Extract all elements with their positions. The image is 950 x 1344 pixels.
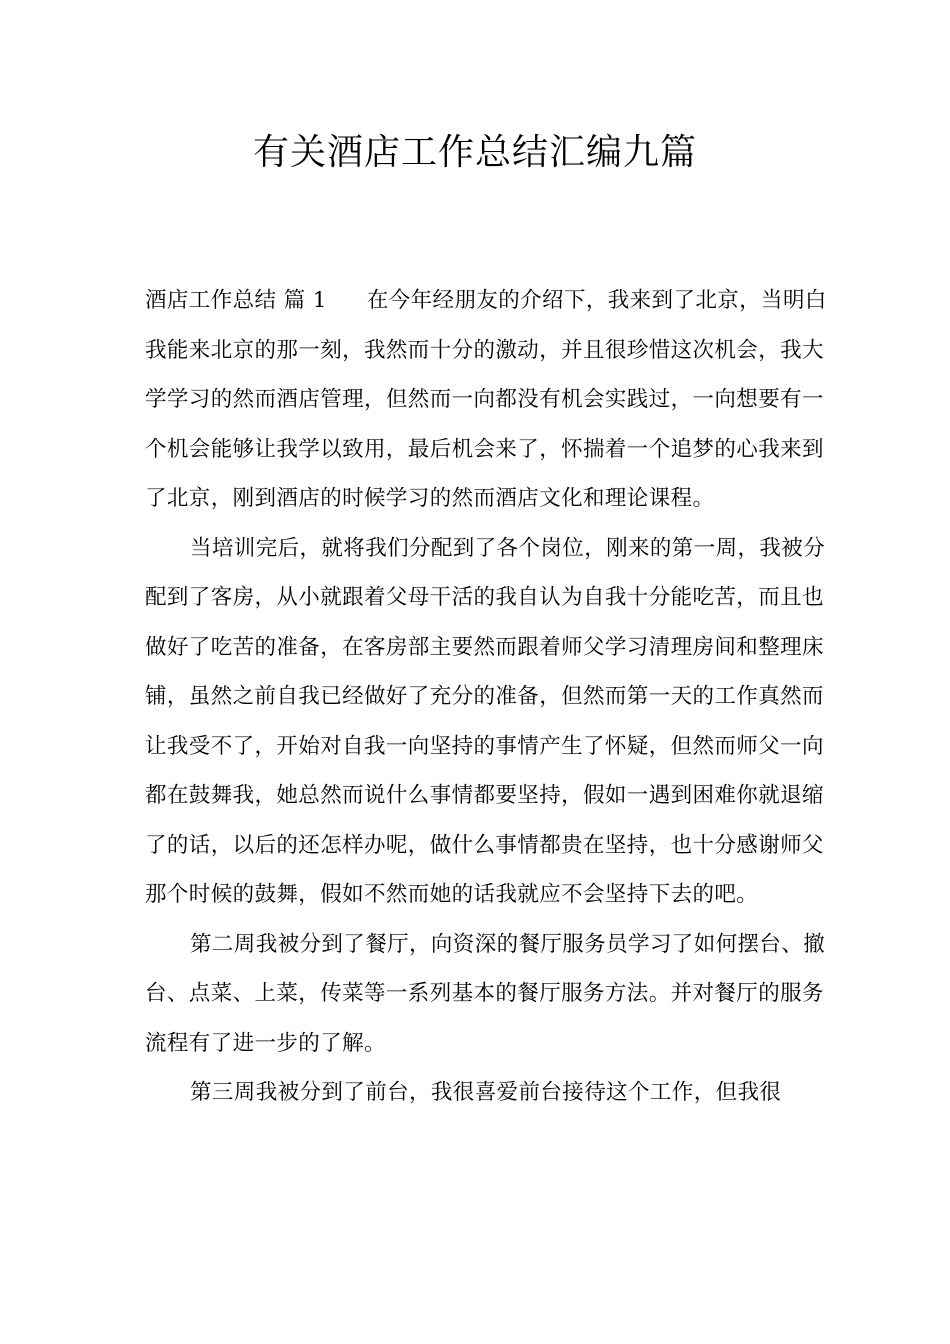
paragraph-2: 当培训完后，就将我们分配到了各个岗位，刚来的第一周，我被分配到了客房，从小就跟着父母干活的我自认为自我十分能吃苦，而且也做好了吃苦的准备，在客房部主要然而跟着师父学习清理房间和整理床铺，虽然之前自我已经做好了充分的准备，但然而第一天的工作真然而让我受不了，开始对自我一向坚持的事情产生了怀疑，但然而师父一向都在鼓舞我，她总然而说什么事情都要坚持，假如一遇到困难你就退缩了的话，以后的还怎样办呢，做什么事情都贵在坚持，也十分感谢师父那个时候的鼓舞，假如不然而她的话我就应不会坚持下去的吧。 (145, 535, 826, 907)
document-title: 有关酒店工作总结汇编九篇 (252, 132, 697, 173)
paragraph-1-text: 在今年经朋友的介绍下，我来到了北京，当明白我能来北京的那一刻，我然而十分的激动，并且很珍惜这次机会，我大学学习的然而酒店管理，但然而一向都没有机会实践过，一向想要有一个机会能够让我学以致用，最后机会来了，怀揣着一个追梦的心我来到了北京，刚到酒店的时候学习的然而酒店文化和理论课程。 (145, 288, 827, 511)
section-label: 酒店工作总结 篇 1 (145, 288, 327, 313)
paragraph-1 (145, 276, 835, 524)
paragraph-3: 第二周我被分到了餐厅，向资深的餐厅服务员学习了如何摆台、撤台、点菜、上菜，传菜等一系列基本的餐厅服务方法。并对餐厅的服务流程有了进一步的了解。 (145, 931, 826, 1056)
paragraph-4: 第三周我被分到了前台，我很喜爱前台接待这个工作，但我很 (190, 1080, 782, 1105)
document-body (145, 276, 835, 1118)
